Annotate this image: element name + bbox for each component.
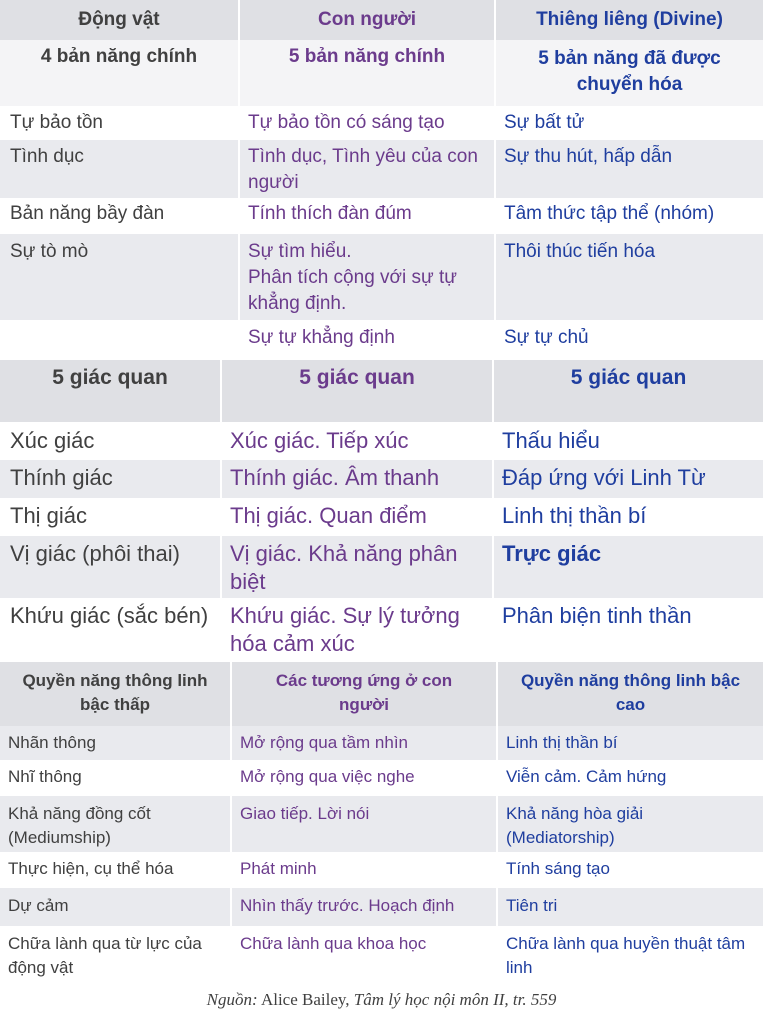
section3-title-animal: Quyền năng thông linh bậc thấp bbox=[22, 671, 208, 714]
cell-divine: Tâm thức tập thể (nhóm) bbox=[504, 203, 715, 224]
cell-divine: Tiên tri bbox=[506, 896, 558, 915]
table-row bbox=[0, 234, 763, 320]
cell-animal: Vị giác (phôi thai) bbox=[10, 541, 180, 566]
column-divider bbox=[494, 0, 496, 358]
section2-title-divine: 5 giác quan bbox=[570, 366, 687, 389]
column-divider bbox=[496, 662, 498, 982]
cell-divine: Khả năng hòa giải (Mediatorship) bbox=[506, 804, 644, 847]
cell-divine: Thấu hiểu bbox=[502, 428, 600, 453]
section2-title-animal: 5 giác quan bbox=[52, 366, 168, 389]
cell-animal: Khả năng đồng cốt (Mediumship) bbox=[8, 804, 151, 847]
table-row bbox=[0, 498, 763, 536]
citation-work: Tâm lý học nội môn II, tr. 559 bbox=[353, 990, 557, 1009]
cell-human: Xúc giác. Tiếp xúc bbox=[230, 428, 409, 453]
table-row bbox=[0, 460, 763, 498]
cell-human: Phát minh bbox=[240, 859, 317, 878]
table-row bbox=[0, 320, 763, 358]
citation-prefix: Nguồn: bbox=[206, 990, 258, 1009]
table-row bbox=[0, 106, 763, 140]
table-row bbox=[0, 726, 763, 760]
table-row bbox=[0, 422, 763, 460]
header-animal: Động vật bbox=[78, 9, 160, 30]
cell-animal: Thực hiện, cụ thể hóa bbox=[8, 859, 174, 878]
cell-animal bbox=[0, 320, 238, 358]
section2-title-human: 5 giác quan bbox=[299, 366, 415, 389]
cell-human: Giao tiếp. Lời nói bbox=[240, 804, 370, 823]
cell-animal: Chữa lành qua từ lực của động vật bbox=[8, 934, 202, 977]
cell-human: Chữa lành qua khoa học bbox=[240, 934, 427, 953]
cell-animal: Thị giác bbox=[10, 503, 88, 528]
cell-animal: Sự tò mò bbox=[10, 241, 89, 262]
cell-animal: Tự bảo tồn bbox=[10, 112, 103, 133]
section3-title-row bbox=[0, 662, 763, 726]
table-row bbox=[0, 926, 763, 982]
cell-divine: Sự bất tử bbox=[504, 112, 585, 133]
cell-human: Nhìn thấy trước. Hoạch định bbox=[240, 896, 455, 915]
table-row bbox=[0, 536, 763, 598]
cell-animal: Nhĩ thông bbox=[8, 767, 82, 786]
cell-human: Tự bảo tồn có sáng tạo bbox=[248, 112, 445, 133]
cell-human: Thị giác. Quan điểm bbox=[230, 503, 427, 528]
section1-title-animal: 4 bản năng chính bbox=[40, 46, 198, 67]
cell-divine: Sự tự chủ bbox=[504, 327, 589, 348]
section3-title-divine: Quyền năng thông linh bậc cao bbox=[520, 671, 741, 714]
column-divider bbox=[492, 360, 494, 660]
table-row bbox=[0, 796, 763, 852]
section3-title-human: Các tương ứng ở con người bbox=[275, 671, 453, 714]
section1-title-divine: 5 bản năng đã được chuyển hóa bbox=[538, 48, 721, 95]
column-divider bbox=[220, 360, 222, 660]
cell-human: Vị giác. Khả năng phân biệt bbox=[230, 541, 458, 594]
section1-title-human: 5 bản năng chính bbox=[288, 46, 446, 67]
table-row bbox=[0, 888, 763, 926]
cell-human: Tính thích đàn đúm bbox=[248, 203, 412, 224]
cell-animal: Bản năng bầy đàn bbox=[10, 203, 165, 224]
cell-divine: Phân biện tinh thần bbox=[502, 603, 692, 628]
cell-animal: Thính giác bbox=[10, 465, 113, 490]
column-divider bbox=[230, 662, 232, 982]
table-header-row bbox=[0, 0, 763, 40]
cell-divine: Tính sáng tạo bbox=[506, 859, 610, 878]
cell-human: Sự tự khẳng định bbox=[248, 327, 395, 348]
table-row bbox=[0, 598, 763, 660]
cell-animal: Xúc giác bbox=[10, 428, 95, 453]
section1-title-row bbox=[0, 40, 763, 106]
cell-divine: Viễn cảm. Cảm hứng bbox=[506, 767, 667, 786]
table-row bbox=[0, 140, 763, 198]
cell-human: Tình dục, Tình yêu của con người bbox=[248, 146, 478, 193]
cell-divine: Linh thị thần bí bbox=[506, 733, 618, 752]
cell-animal: Dự cảm bbox=[8, 896, 69, 915]
cell-animal: Tình dục bbox=[10, 146, 84, 167]
cell-human: Khứu giác. Sự lý tưởng hóa cảm xúc bbox=[230, 603, 460, 656]
header-divine: Thiêng liêng (Divine) bbox=[536, 9, 723, 30]
cell-human: Mở rộng qua tầm nhìn bbox=[240, 733, 409, 752]
cell-animal: Nhãn thông bbox=[8, 733, 96, 752]
table-row bbox=[0, 760, 763, 796]
table-row bbox=[0, 852, 763, 888]
header-human: Con người bbox=[318, 9, 416, 30]
cell-animal: Khứu giác (sắc bén) bbox=[10, 603, 209, 628]
cell-divine: Đáp ứng với Linh Từ bbox=[502, 465, 706, 490]
source-citation bbox=[0, 990, 763, 1010]
cell-divine: Linh thị thần bí bbox=[502, 503, 647, 528]
cell-divine: Thôi thúc tiến hóa bbox=[504, 241, 656, 262]
cell-human: Sự tìm hiểu. Phân tích cộng với sự tự khẳng định. bbox=[248, 241, 457, 314]
column-divider bbox=[238, 0, 240, 358]
cell-divine: Trực giác bbox=[502, 541, 602, 566]
section2-title-row bbox=[0, 360, 763, 422]
cell-divine: Sự thu hút, hấp dẫn bbox=[504, 146, 673, 167]
citation-author: Alice Bailey, bbox=[260, 990, 350, 1009]
cell-divine: Chữa lành qua huyền thuật tâm linh bbox=[506, 934, 746, 977]
cell-human: Thính giác. Âm thanh bbox=[230, 465, 440, 490]
table-row bbox=[0, 198, 763, 234]
cell-human: Mở rộng qua việc nghe bbox=[240, 767, 415, 786]
